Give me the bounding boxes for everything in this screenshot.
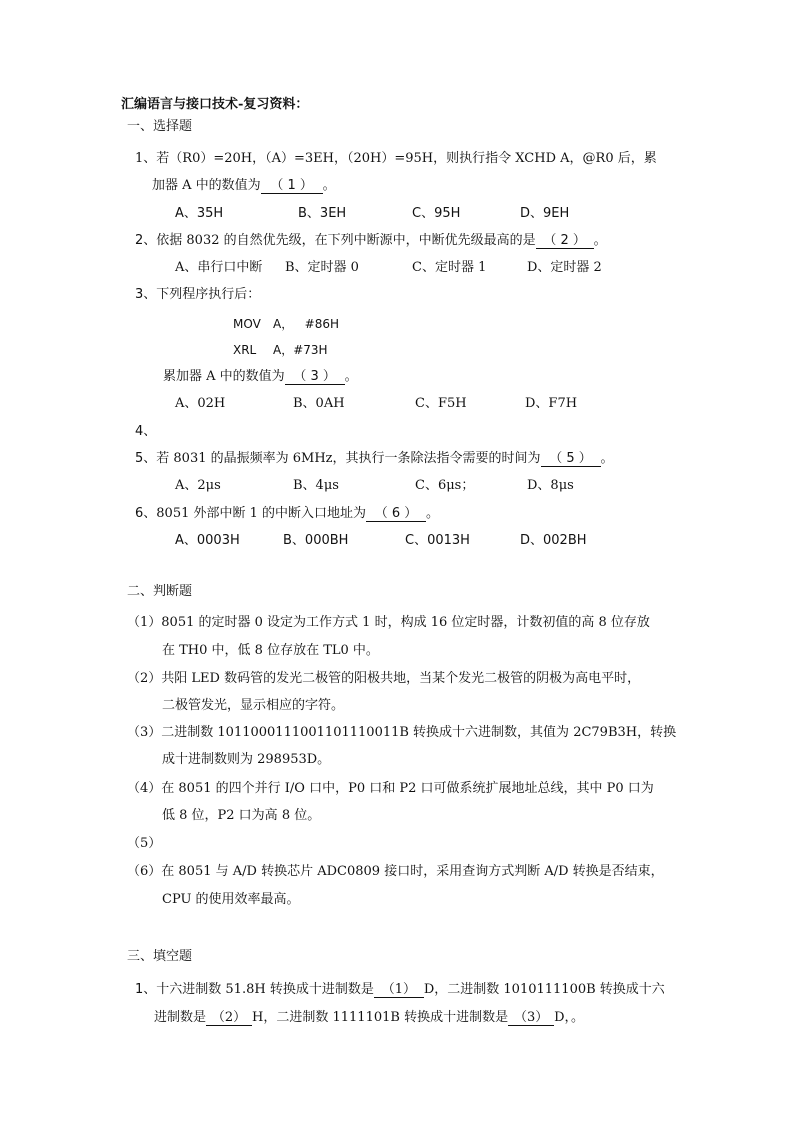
question-text: 若 8031 的晶振频率为 6MHz，其执行一条除法指令需要的时间为 — [156, 451, 541, 466]
question-6 — [135, 506, 439, 522]
option-c[interactable]: C、95H — [412, 206, 461, 221]
tf-item-1-line2: 在 TH0 中，低 8 位存放在 TL0 中。 — [162, 643, 379, 658]
option-b[interactable]: B、3EH — [298, 206, 347, 221]
tf-item-2-line2: 二极管发光，显示相应的字符。 — [162, 698, 345, 713]
option-b[interactable]: B、4μs — [293, 478, 339, 493]
option-d[interactable]: D、8μs — [527, 478, 574, 493]
item-text: D，二进制数 1010111100B 转换成十六 — [423, 982, 665, 997]
tf-item-1 — [127, 615, 650, 631]
punctuation: 。 — [600, 451, 614, 466]
tf-item-6 — [127, 864, 664, 880]
item-number: （4） — [127, 781, 162, 796]
item-number: （2） — [127, 671, 162, 686]
fill-blank-1[interactable]: （1） — [374, 982, 424, 998]
question-text: 若（R0）=20H，（A）=3EH，（20H）=95H，则执行指令 XCHD A，@R0 后，累 — [156, 151, 657, 166]
section-heading-fill-blank: 三、填空题 — [127, 949, 193, 964]
option-a[interactable]: A、2μs — [175, 478, 221, 493]
code-args: A， #86H — [273, 317, 340, 331]
question-2 — [135, 233, 607, 249]
item-number: （3） — [127, 725, 162, 740]
question-text: 依据 8032 的自然优先级，在下列中断源中，中断优先级最高的是 — [156, 233, 536, 248]
tf-item-4 — [127, 781, 654, 797]
item-text: 十六进制数 51.8H 转换成十进制数是 — [156, 982, 374, 997]
document-title: 汇编语言与接口技术-复习资料： — [121, 97, 309, 112]
option-b[interactable]: B、0AH — [293, 396, 345, 411]
fill-item-1 — [135, 982, 665, 998]
option-d[interactable]: D、9EH — [520, 206, 570, 221]
option-d[interactable]: D、定时器 2 — [527, 260, 602, 275]
section-heading-true-false: 二、判断题 — [127, 584, 193, 599]
option-c[interactable]: C、F5H — [415, 396, 467, 411]
item-text: 进制数是 — [154, 1010, 207, 1025]
tf-item-4-line2: 低 8 位，P2 口为高 8 位。 — [162, 808, 321, 823]
punctuation: 。 — [593, 233, 607, 248]
option-c[interactable]: C、0013H — [405, 533, 470, 548]
question-number: 5、 — [135, 451, 157, 466]
option-d[interactable]: D、F7H — [525, 396, 578, 411]
item-text: 在 8051 与 A/D 转换芯片 ADC0809 接口时，采用查询方式判断 A/D 转换是否结束， — [161, 864, 664, 879]
answer-blank-5[interactable]: （ 5 ） — [541, 451, 601, 467]
question-1-options — [175, 206, 675, 222]
code-args: A，#73H — [273, 343, 328, 357]
option-a[interactable]: A、0003H — [175, 533, 240, 548]
tf-item-2 — [127, 671, 640, 687]
answer-blank-6[interactable]: （ 6 ） — [366, 506, 426, 522]
item-number: 1、 — [135, 982, 157, 997]
code-opcode: XRL — [233, 343, 257, 357]
option-d[interactable]: D、002BH — [520, 533, 587, 548]
item-text: 在 8051 的四个并行 I/O 口中，P0 口和 P2 口可做系统扩展地址总线，其中 P0 口为 — [161, 781, 654, 796]
tf-item-6-line2: CPU 的使用效率最高。 — [162, 892, 300, 907]
punctuation: 。 — [322, 178, 336, 193]
question-3-line2 — [163, 369, 358, 385]
punctuation: 。 — [426, 506, 440, 521]
option-a[interactable]: A、串行口中断 — [175, 260, 263, 275]
question-1-line2 — [152, 178, 336, 194]
item-text: 8051 的定时器 0 设定为工作方式 1 时，构成 16 位定时器，计数初值的高 8 位存放 — [161, 615, 650, 630]
question-5-options — [175, 478, 675, 494]
punctuation: 。 — [344, 369, 358, 384]
item-number: （1） — [127, 615, 162, 630]
question-text: 加器 A 中的数值为 — [152, 178, 261, 193]
question-text: 累加器 A 中的数值为 — [163, 369, 285, 384]
item-number: （6） — [127, 864, 162, 879]
fill-blank-2[interactable]: （2） — [206, 1010, 252, 1026]
question-3 — [135, 287, 260, 303]
question-3-options — [175, 396, 675, 412]
section-heading-choice: 一、选择题 — [127, 119, 193, 134]
fill-item-1-line2 — [154, 1010, 584, 1026]
code-line-2 — [233, 342, 328, 358]
item-text: H，二进制数 1111101B 转换成十进制数是 — [252, 1010, 509, 1025]
option-a[interactable]: A、02H — [175, 396, 226, 411]
answer-blank-1[interactable]: （ 1 ） — [261, 178, 323, 194]
question-5 — [135, 451, 614, 467]
question-text: 下列程序执行后： — [156, 287, 261, 302]
question-2-options — [175, 260, 675, 276]
option-c[interactable]: C、定时器 1 — [412, 260, 487, 275]
code-opcode: MOV — [233, 317, 261, 331]
question-number: 6、 — [135, 506, 157, 521]
question-4: 4、 — [135, 424, 157, 439]
option-b[interactable]: B、定时器 0 — [285, 260, 359, 275]
question-number: 2、 — [135, 233, 157, 248]
answer-blank-3[interactable]: （ 3 ） — [285, 369, 345, 385]
tf-item-5: （5） — [127, 836, 162, 851]
option-c[interactable]: C、6μs； — [415, 478, 475, 493]
question-6-options — [175, 533, 675, 549]
fill-blank-3[interactable]: （3） — [508, 1010, 554, 1026]
item-text: 二进制数 1011000111001101110011B 转换成十六进制数，其值为 2C79B3H，转换 — [161, 725, 677, 740]
item-text: D，。 — [554, 1010, 585, 1025]
tf-item-3-line2: 成十进制数则为 298953D。 — [162, 752, 331, 767]
item-text: 共阳 LED 数码管的发光二极管的阳极共地，当某个发光二极管的阴极为高电平时， — [161, 671, 641, 686]
answer-blank-2[interactable]: （ 2 ） — [536, 233, 594, 249]
option-b[interactable]: B、000BH — [283, 533, 349, 548]
question-text: 8051 外部中断 1 的中断入口地址为 — [156, 506, 367, 521]
tf-item-3 — [127, 725, 676, 741]
question-1 — [135, 151, 657, 167]
option-a[interactable]: A、35H — [175, 206, 224, 221]
question-number: 1、 — [135, 151, 157, 166]
code-line-1 — [233, 316, 339, 332]
question-number: 3、 — [135, 287, 157, 302]
